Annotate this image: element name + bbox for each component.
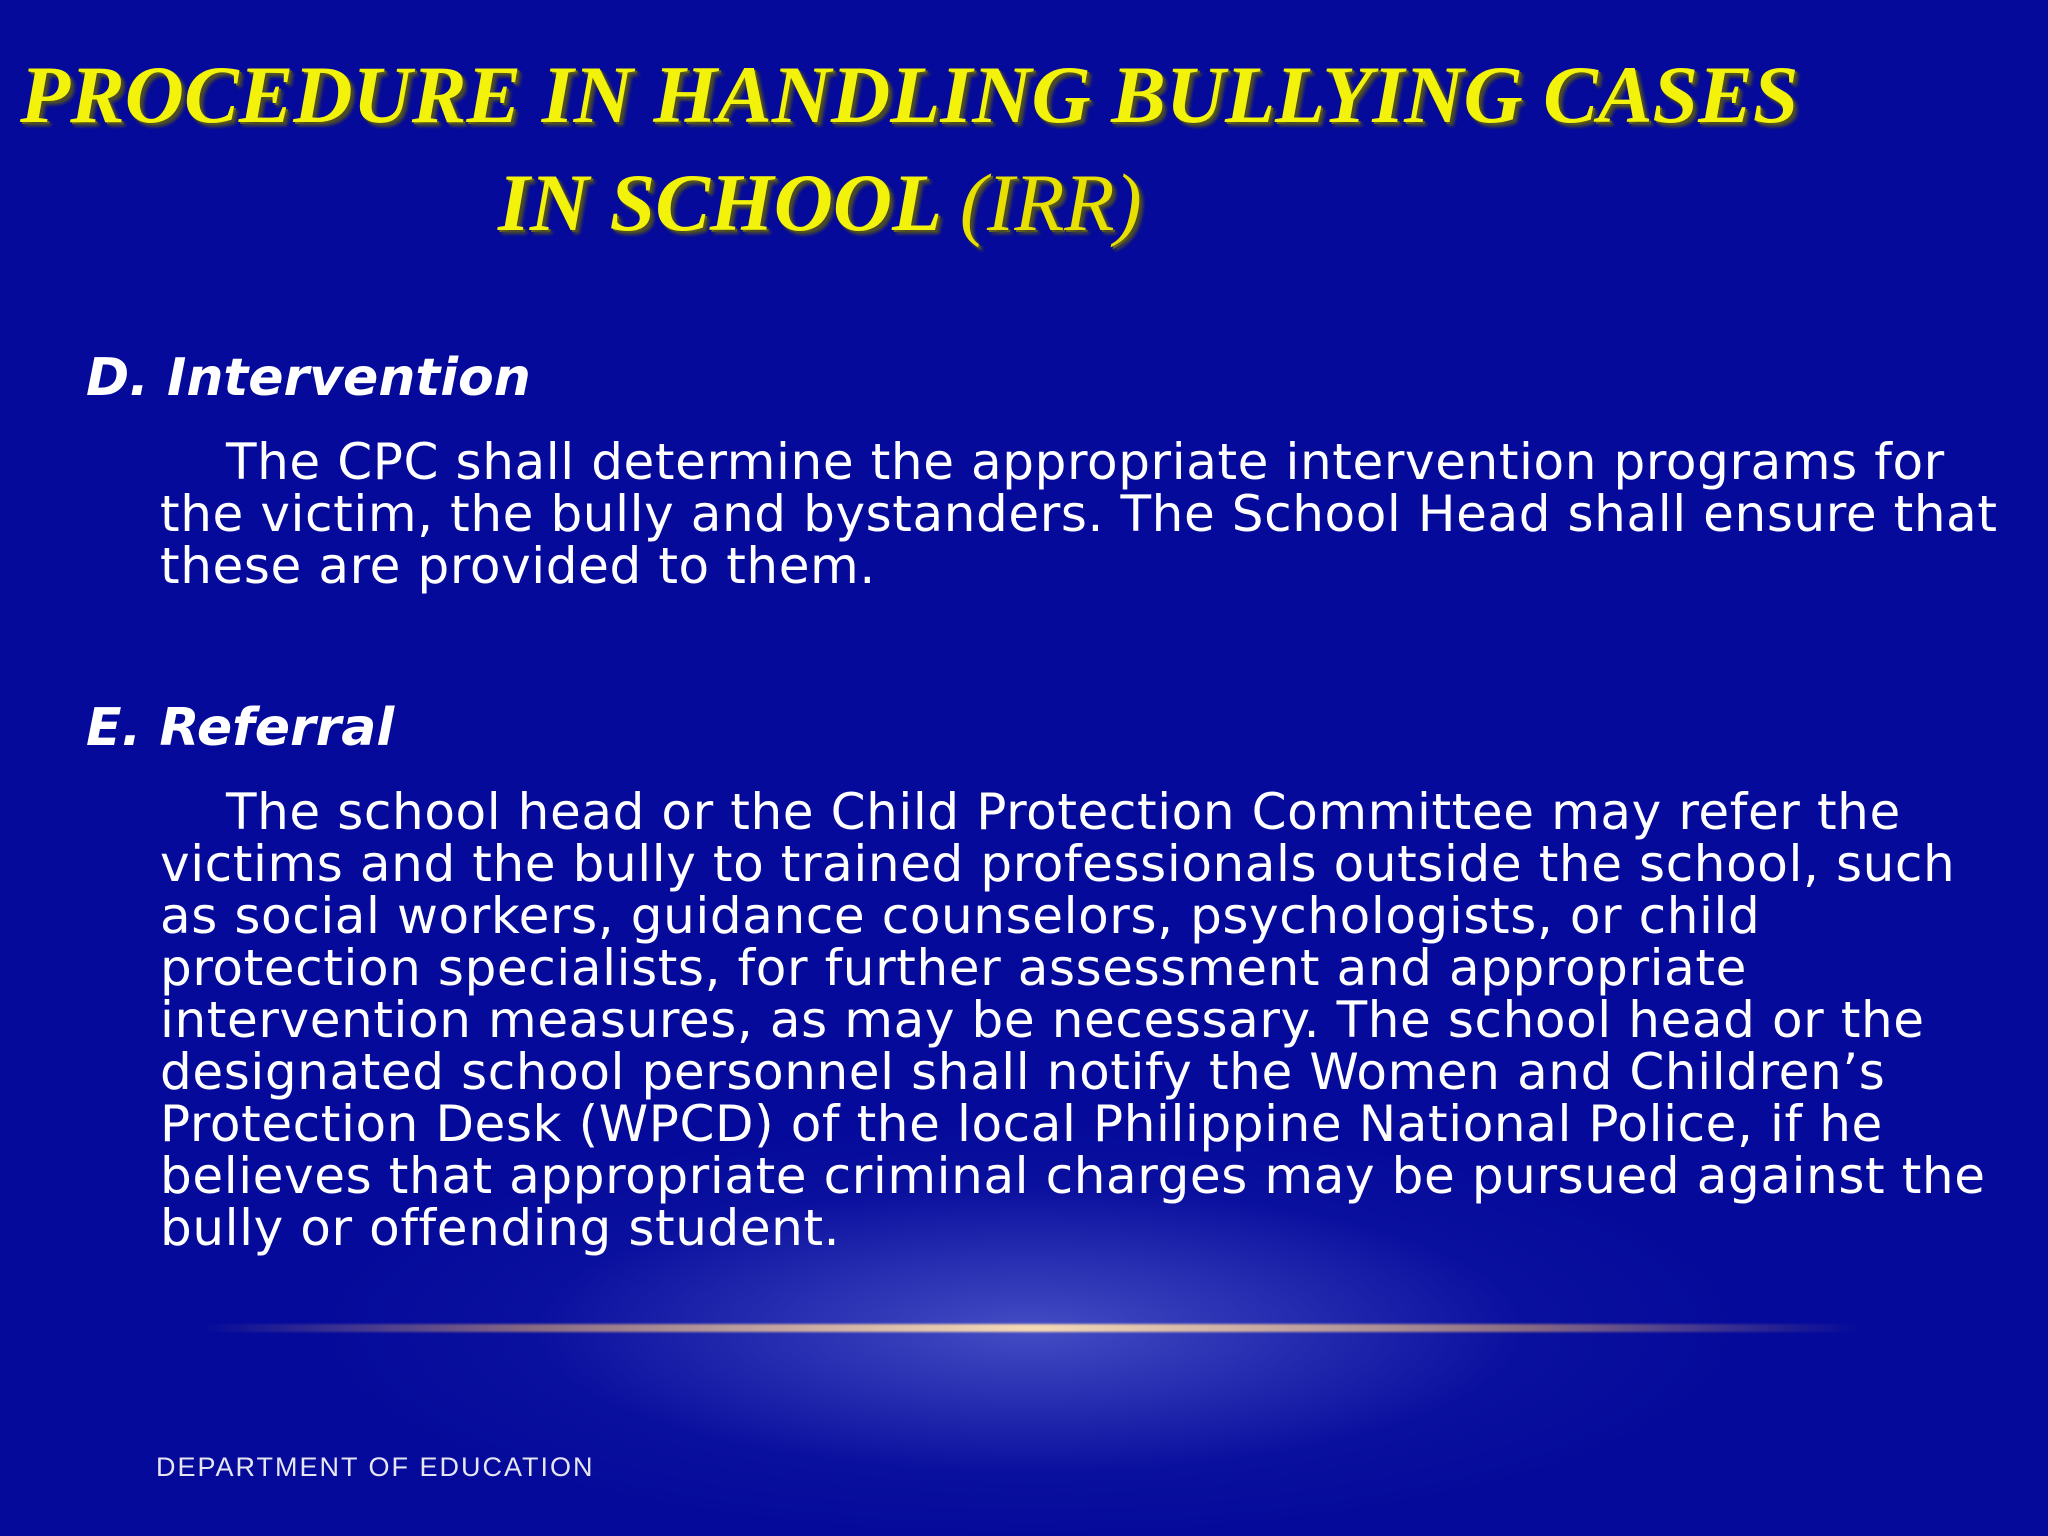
slide-title-line-1: PROCEDURE IN HANDLING BULLYING CASES xyxy=(20,49,1799,140)
slide-title-line-2 xyxy=(498,157,1142,248)
decorative-glow-divider xyxy=(200,1324,1860,1332)
title-irr-text: (IRR) xyxy=(959,157,1142,248)
footer-department: DEPARTMENT OF EDUCATION xyxy=(156,1452,595,1482)
title-main-text: IN SCHOOL xyxy=(498,157,960,248)
section-heading-intervention: D. Intervention xyxy=(86,348,531,408)
section-body-intervention: The CPC shall determine the appropriate intervention programs for the victim, the bully and bystanders. The School Head shall ensure that these are provided to them. xyxy=(160,433,1998,595)
section-heading-referral: E. Referral xyxy=(86,698,395,758)
section-body-referral: The school head or the Child Protection Committee may refer the victims and the bully to trained professionals outside the school, such as social workers, guidance counselors, psychologists, or child protection specialists, for further assessment and appropriate intervention measures, as may be necessary. The school head or the designated school personnel shall notify the Women and Children’s Protection Desk (WPCD) of the local Philippine National Police, if he believes that appropriate criminal charges may be pursued against the bully or offending student. xyxy=(160,783,1986,1257)
